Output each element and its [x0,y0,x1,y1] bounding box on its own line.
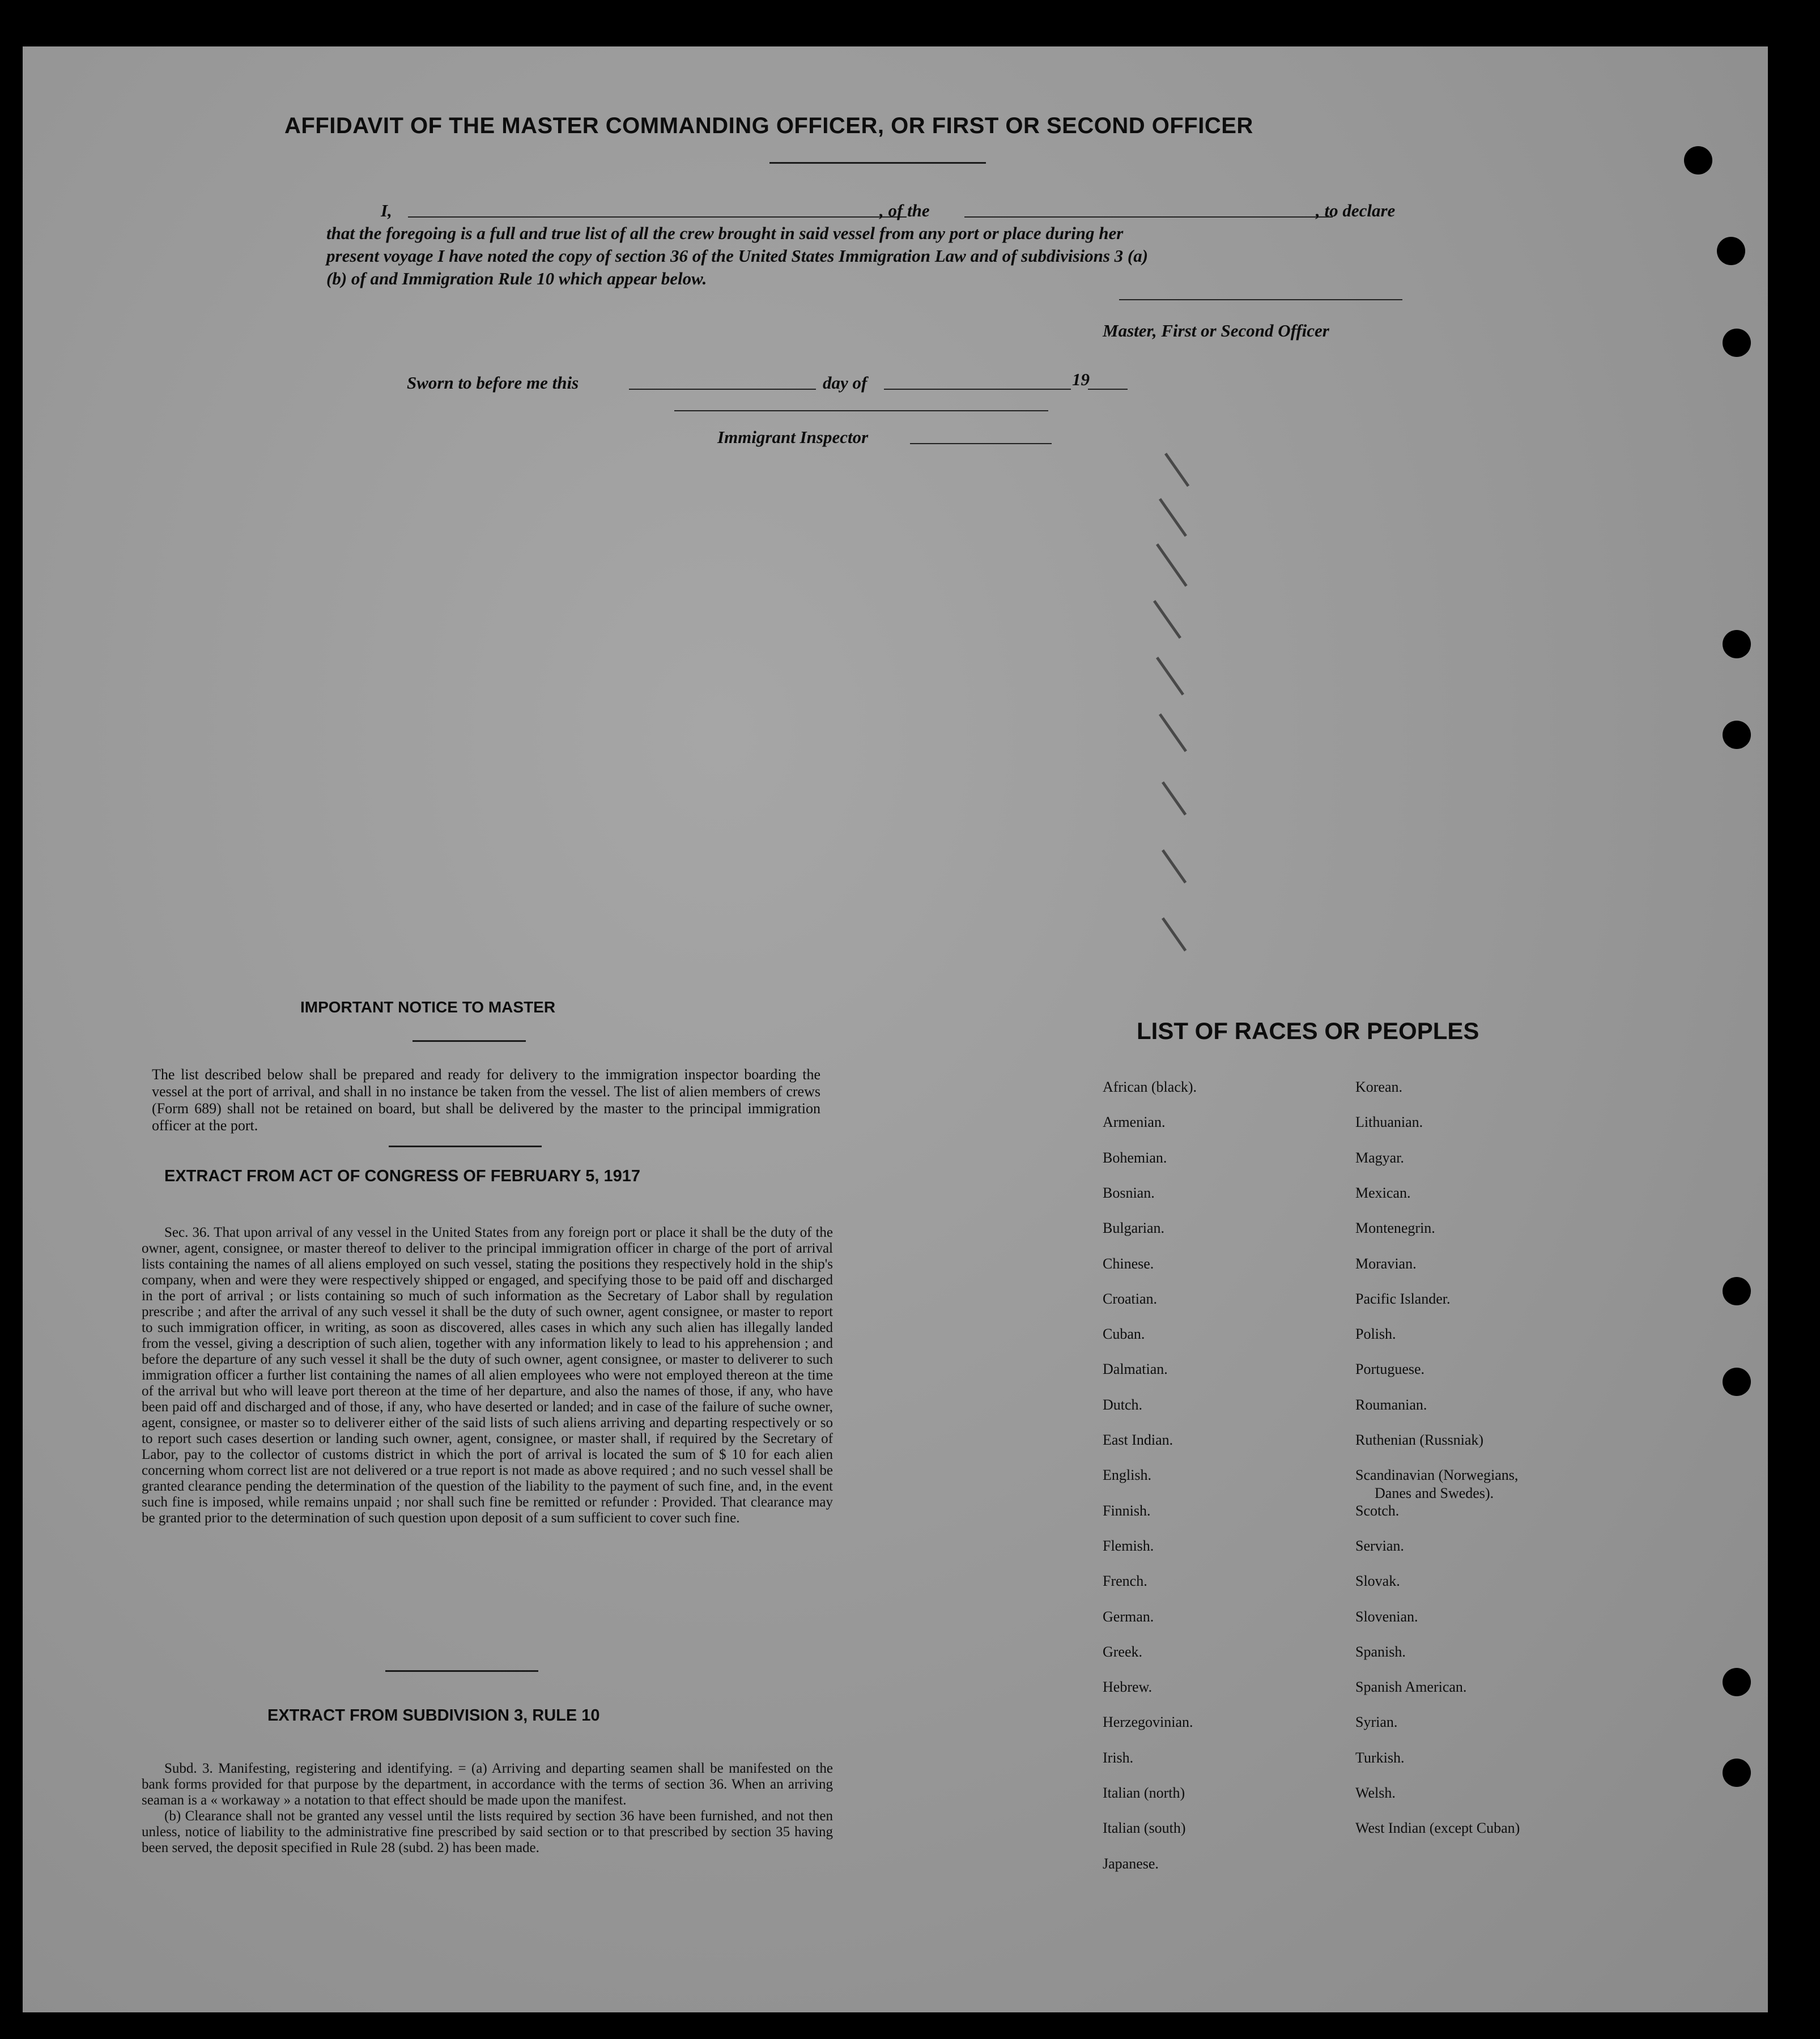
race-item: Polish. [1355,1326,1396,1343]
section-36-body: Sec. 36. That upon arrival of any vessel in the United States from any foreign port or place it shall be the duty of the owner, agent, consignee, or master thereof to deliver to the principal immigration officer in charge of the port of arrival lists containing the names of all aliens employed on such vessel, stating the positions they respectively hold in the ship's company, when and were they were respectively shipped or engaged, and specifying those to be paid off and discharged in the port of arrival ; or lists containing so much of such information as the Secretary of Labor shall by regulation prescribe ; and after the arrival of any such vessel it shall be the duty of such owner, agent consignee, or master to report to such immigration officer, in writing, as soon as discovered, alles cases in which any such alien has illegally landed from the vessel, giving a description of such alien, together with any information likely to lead to his apprehension ; and before the departure of any such vessel it shall be the duty of such owner, agent consignee, or master to deliverer to such immigration officer a further list containing the names of all alien employees who were not employed thereon at the time of the arrival but who will leave port thereon at the time of her departure, and also the names of those, if any, who have been paid off and discharged and of those, if any, who have deserted or landed; and in case of the failure of suche owner, agent, consignee, or master so to deliverer either of the said lists of such aliens arriving and departing respectively or so to report such cases desertion or landing such owner, agent, consignee, or master shall, if required by the Secretary of Labor, pay to the collector of customs district in which the port of arrival is located the sum of $ 10 for each alien concerning whom correct list are not delivered or a true report is not made as above required ; and no such vessel shall be granted clearance pending the determination of the question of the liability to the payment of such fine, and, in the event such fine is imposed, while remains unpaid ; nor shall such fine be remitted or refunder : Provided. That clearance may be granted prior to the determination of such question upon deposit of a sum sufficient to cover such fine. [142,1225,833,1526]
race-item: Syrian. [1355,1714,1398,1731]
race-item: Slovenian. [1355,1608,1418,1625]
affidavit-line3: present voyage I have noted the copy of section 36 of the United States Immigration Law and of subdivisions 3 (a) [326,246,1149,266]
extract-rule-title: EXTRACT FROM SUBDIVISION 3, RULE 10 [267,1706,600,1725]
sworn-label: Sworn to before me this [407,373,579,393]
race-item: Portuguese. [1355,1361,1425,1378]
race-item: Finnish. [1103,1502,1151,1519]
race-item: East Indian. [1103,1432,1173,1448]
race-item: Cuban. [1103,1326,1145,1343]
punch-hole [1723,1759,1751,1787]
punch-hole [1723,630,1751,658]
inspector-signature-blank [674,410,1048,411]
punch-hole [1723,721,1751,749]
race-item: Danes and Swedes). [1375,1485,1494,1502]
race-item: Lithuanian. [1355,1114,1423,1131]
check-mark [1162,849,1187,883]
race-item: Moravian. [1355,1255,1417,1272]
affidavit-title: AFFIDAVIT OF THE MASTER COMMANDING OFFICER, OR FIRST OR SECOND OFFICER [284,113,1253,138]
race-item: Dutch. [1103,1396,1143,1413]
document-sheet [23,46,1768,2012]
extract-act-title: EXTRACT FROM ACT OF CONGRESS OF FEBRUARY 5, 1917 [164,1167,641,1185]
affidavit-to-declare: , to declare [1316,201,1396,220]
race-item: Spanish. [1355,1643,1406,1660]
punch-hole [1723,329,1751,357]
race-item: Chinese. [1103,1255,1154,1272]
day-of-label: day of [823,373,868,393]
rule-10-para-b: (b) Clearance shall not be granted any vessel until the lists required by section 36 have been furnished, and not then unless, notice of liability to the administrative fine prescribed by said section or to that prescribed by section 35 having been served, the deposit specified in Rule 28 (subd. 2) has been made. [142,1808,833,1855]
race-item: Armenian. [1103,1114,1166,1131]
race-item: Korean. [1355,1079,1403,1095]
race-item: Scandinavian (Norwegians, [1355,1467,1519,1484]
race-item: Roumanian. [1355,1396,1427,1413]
race-item: Scotch. [1355,1502,1400,1519]
title-underline [769,162,986,164]
race-item: Bohemian. [1103,1149,1167,1166]
race-item: German. [1103,1608,1154,1625]
day-blank [629,389,816,390]
punch-hole [1723,1368,1751,1396]
year-label: 19 [1072,369,1090,389]
affidavit-of-the: , of the [879,201,930,220]
rule-10-text [142,1761,833,1856]
rule-10-para-a: Subd. 3. Manifesting, registering and identifying. = (a) Arriving and departing seamen shall be manifested on the bank forms provided for that purpose by the department, in accordance with the terms of section 36. When an arriving seaman is a « workaway » a notation to that effect should be made upon the manifest. [142,1761,833,1808]
notice-body: The list described below shall be prepared and ready for delivery to the immigration inspector boarding the vessel at the port of arrival, and shall in no instance be taken from the vessel. The list of alien members of crews (Form 689) shall not be retained on board, but shall be delivered by the master to the principal immigration officer at the port. [152,1066,820,1134]
race-item: Mexican. [1355,1184,1411,1201]
year-blank [1088,389,1128,390]
punch-hole [1723,1668,1751,1696]
section-divider [385,1670,538,1672]
race-item: Slovak. [1355,1573,1400,1590]
race-item: Italian (north) [1103,1785,1185,1801]
affidavit-i: I, [381,201,392,220]
check-mark [1164,453,1189,487]
race-item: Bulgarian. [1103,1220,1165,1237]
race-item: Welsh. [1355,1785,1396,1801]
race-item: Ruthenian (Russniak) [1355,1432,1484,1448]
race-item: Irish. [1103,1749,1134,1766]
race-item: Greek. [1103,1643,1143,1660]
races-title: LIST OF RACES OR PEOPLES [1137,1018,1479,1044]
punch-hole [1723,1277,1751,1305]
check-mark [1159,713,1187,752]
race-item: Italian (south) [1103,1820,1186,1837]
name-blank [408,216,907,218]
race-item: Flemish. [1103,1537,1154,1554]
race-item: Herzegovinian. [1103,1714,1193,1731]
race-item: Bosnian. [1103,1184,1155,1201]
signature-blank [1119,299,1402,300]
race-item: Spanish American. [1355,1679,1467,1696]
month-blank [884,389,1071,390]
notice-title: IMPORTANT NOTICE TO MASTER [300,998,556,1016]
race-item: Servian. [1355,1537,1404,1554]
race-item: French. [1103,1573,1147,1590]
race-item: Japanese. [1103,1855,1159,1872]
race-item: Turkish. [1355,1749,1405,1766]
inspector-label: Immigrant Inspector [717,427,869,447]
race-item: African (black). [1103,1079,1197,1095]
race-item: Hebrew. [1103,1679,1153,1696]
race-item: Dalmatian. [1103,1361,1168,1378]
notice-underline [413,1040,526,1042]
check-mark [1162,781,1187,815]
affidavit-line4: (b) of and Immigration Rule 10 which appear below. [326,269,707,288]
section-36-text [142,1225,833,1526]
check-mark [1156,657,1184,695]
affidavit-line2: that the foregoing is a full and true list of all the crew brought in said vessel from any port or place during her [326,223,1124,243]
race-item: English. [1103,1467,1151,1484]
section-divider [389,1146,542,1147]
race-item: Croatian. [1103,1290,1158,1307]
race-item: Magyar. [1355,1149,1404,1166]
punch-hole [1684,146,1712,174]
check-mark [1159,498,1187,537]
vessel-blank [964,216,1333,218]
race-item: Montenegrin. [1355,1220,1435,1237]
race-item: Pacific Islander. [1355,1290,1451,1307]
check-mark [1162,917,1187,951]
signature-label: Master, First or Second Officer [1103,321,1329,340]
check-mark [1156,543,1188,587]
punch-hole [1717,237,1745,265]
inspector-blank [910,443,1052,444]
check-mark [1153,600,1181,638]
race-item: West Indian (except Cuban) [1355,1820,1520,1837]
